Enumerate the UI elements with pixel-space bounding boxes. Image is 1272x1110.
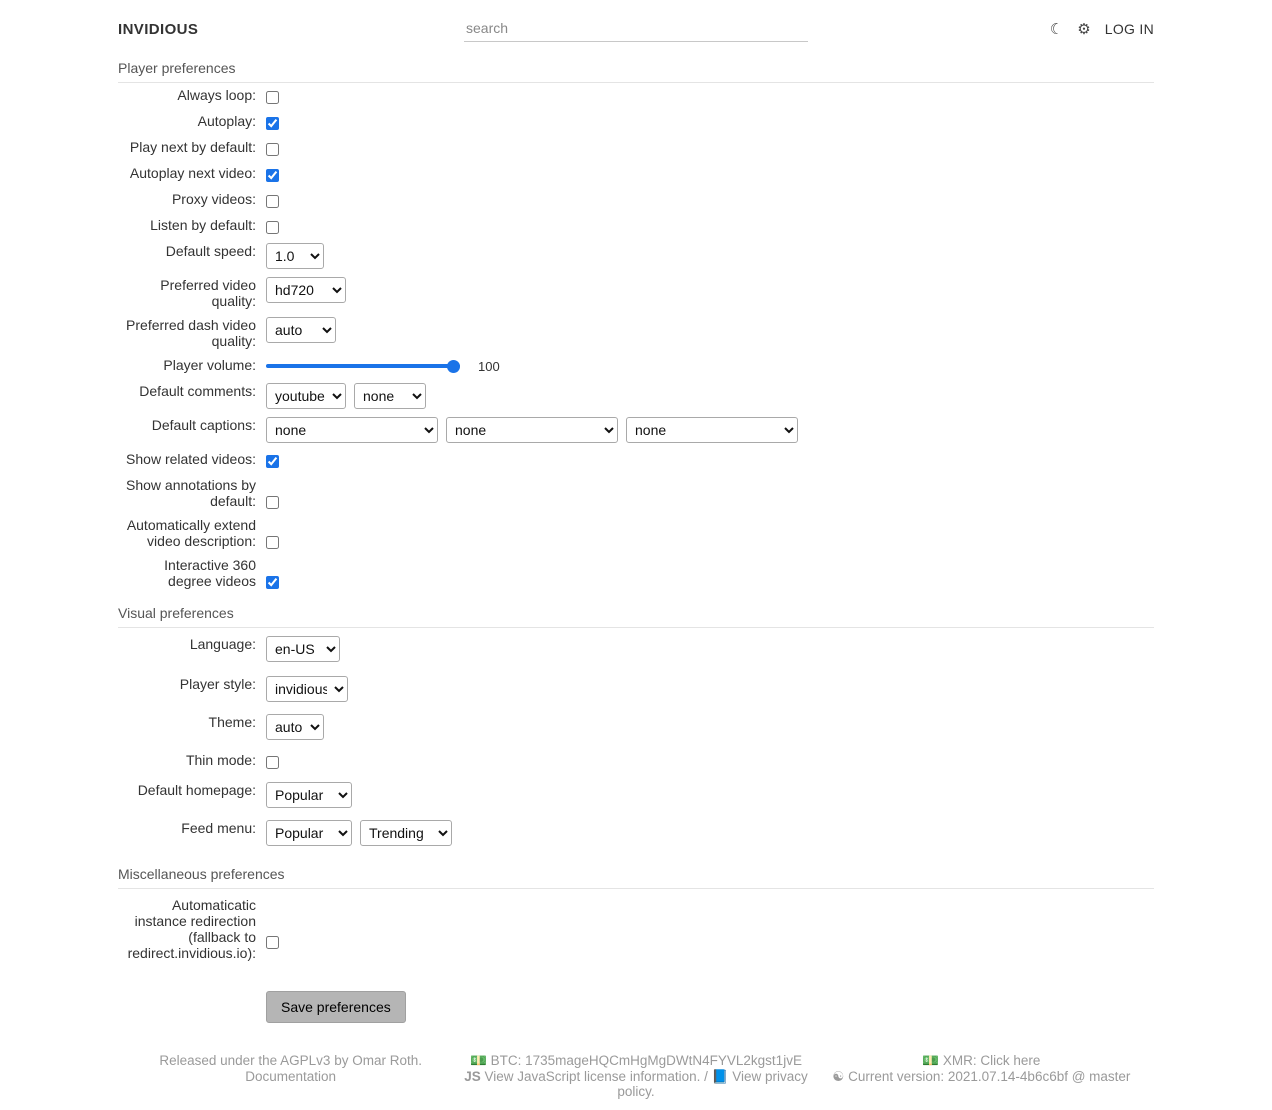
pref-row-interactive-360 bbox=[118, 553, 1154, 593]
search-container bbox=[418, 17, 854, 42]
pref-row-default-homepage bbox=[118, 776, 1154, 814]
label-preferred-dash-quality: Preferred dash video quality: bbox=[126, 317, 256, 349]
label-default-homepage: Default homepage: bbox=[137, 782, 256, 798]
navbar bbox=[0, 0, 1272, 54]
select-preferred-quality[interactable] bbox=[266, 277, 346, 303]
pref-row-proxy-videos bbox=[118, 187, 1154, 213]
moon-icon[interactable]: ☾ bbox=[1049, 20, 1064, 38]
pref-row-theme bbox=[118, 708, 1154, 746]
volume-value: 100 bbox=[478, 358, 500, 374]
pref-row-default-speed bbox=[118, 239, 1154, 273]
save-row bbox=[118, 991, 1154, 1023]
pref-row-always-loop bbox=[118, 83, 1154, 109]
book-icon: 📘 bbox=[711, 1069, 729, 1084]
label-show-related: Show related videos: bbox=[126, 451, 256, 467]
select-default-captions-1[interactable] bbox=[266, 417, 438, 443]
save-spacer bbox=[118, 991, 266, 1023]
select-default-comments-2[interactable] bbox=[354, 383, 426, 409]
section-player-preferences: Player preferences bbox=[118, 60, 1154, 83]
label-default-captions: Default captions: bbox=[151, 417, 256, 433]
pref-row-default-captions bbox=[118, 413, 1154, 447]
checkbox-autoplay-next[interactable] bbox=[266, 169, 279, 182]
label-player-style: Player style: bbox=[179, 676, 256, 692]
gear-icon[interactable]: ⚙ bbox=[1077, 20, 1091, 38]
pref-row-preferred-dash-quality bbox=[118, 313, 1154, 353]
select-preferred-dash-quality[interactable] bbox=[266, 317, 336, 343]
checkbox-show-related[interactable] bbox=[266, 455, 279, 468]
select-default-homepage[interactable] bbox=[266, 782, 352, 808]
save-preferences-button[interactable]: Save preferences bbox=[266, 991, 406, 1023]
label-thin-mode: Thin mode: bbox=[185, 752, 256, 768]
label-play-next: Play next by default: bbox=[129, 139, 256, 155]
checkbox-proxy-videos[interactable] bbox=[266, 195, 279, 208]
checkbox-play-next[interactable] bbox=[266, 143, 279, 156]
navbar-actions bbox=[854, 21, 1154, 37]
footer-version-link[interactable]: Current version: 2021.07.14-4b6c6bf @ master bbox=[848, 1069, 1131, 1084]
select-player-style[interactable] bbox=[266, 676, 348, 702]
footer-version-line bbox=[809, 1069, 1154, 1084]
checkbox-interactive-360[interactable] bbox=[266, 576, 279, 589]
pref-row-language bbox=[118, 628, 1154, 670]
checkbox-autoplay[interactable] bbox=[266, 117, 279, 130]
label-autoplay-next: Autoplay next video: bbox=[129, 165, 256, 181]
label-interactive-360: Interactive 360 degree videos bbox=[164, 557, 256, 589]
footer-left bbox=[118, 1053, 463, 1100]
checkbox-auto-redirect[interactable] bbox=[266, 936, 279, 949]
select-default-captions-2[interactable] bbox=[446, 417, 618, 443]
footer-xmr-line bbox=[809, 1053, 1154, 1068]
pref-row-default-comments bbox=[118, 379, 1154, 413]
label-theme: Theme: bbox=[208, 714, 256, 730]
footer-center bbox=[463, 1053, 808, 1100]
label-default-comments: Default comments: bbox=[139, 383, 256, 399]
select-default-speed[interactable] bbox=[266, 243, 324, 269]
pref-row-extend-description bbox=[118, 513, 1154, 553]
label-show-annotations: Show annotations by default: bbox=[126, 477, 256, 509]
label-volume: Player volume: bbox=[163, 357, 256, 373]
github-icon: ☯ bbox=[832, 1069, 845, 1084]
search-input[interactable] bbox=[464, 17, 808, 42]
footer-right bbox=[809, 1053, 1154, 1100]
pref-row-volume bbox=[118, 353, 1154, 379]
pref-row-play-next bbox=[118, 135, 1154, 161]
label-listen-default: Listen by default: bbox=[150, 217, 256, 233]
select-feed-menu-1[interactable] bbox=[266, 820, 352, 846]
label-auto-redirect: Automaticatic instance redirection (fallback to redirect.invidious.io): bbox=[127, 897, 256, 961]
footer bbox=[0, 1053, 1272, 1110]
label-always-loop: Always loop: bbox=[177, 87, 256, 103]
select-default-captions-3[interactable] bbox=[626, 417, 798, 443]
pref-row-thin-mode bbox=[118, 746, 1154, 776]
checkbox-always-loop[interactable] bbox=[266, 91, 279, 104]
pref-row-show-related bbox=[118, 447, 1154, 473]
slider-player-volume[interactable] bbox=[266, 363, 460, 369]
login-link[interactable]: LOG IN bbox=[1104, 21, 1154, 37]
select-theme[interactable] bbox=[266, 714, 324, 740]
label-preferred-quality: Preferred video quality: bbox=[160, 277, 256, 309]
section-misc-preferences: Miscellaneous preferences bbox=[118, 866, 1154, 889]
pref-row-autoplay bbox=[118, 109, 1154, 135]
checkbox-extend-description[interactable] bbox=[266, 536, 279, 549]
label-default-speed: Default speed: bbox=[165, 243, 256, 259]
player-preferences-list bbox=[118, 83, 1154, 593]
footer-documentation-link[interactable]: Documentation bbox=[245, 1069, 337, 1084]
checkbox-thin-mode[interactable] bbox=[266, 756, 279, 769]
pref-row-player-style bbox=[118, 670, 1154, 708]
pref-row-autoplay-next bbox=[118, 161, 1154, 187]
money-icon: 💵 bbox=[922, 1053, 940, 1068]
footer-separator: / bbox=[704, 1069, 708, 1084]
footer-js-license-link[interactable]: View JavaScript license information. bbox=[484, 1069, 701, 1084]
money-icon: 💵 bbox=[470, 1053, 487, 1068]
select-default-comments-1[interactable] bbox=[266, 383, 346, 409]
pref-row-feed-menu bbox=[118, 814, 1154, 852]
label-proxy-videos: Proxy videos: bbox=[171, 191, 256, 207]
footer-btc-line bbox=[463, 1053, 808, 1068]
label-extend-description: Automatically extend video description: bbox=[126, 517, 256, 549]
select-language[interactable] bbox=[266, 636, 340, 662]
label-feed-menu: Feed menu: bbox=[181, 820, 256, 836]
pref-row-listen-default bbox=[118, 213, 1154, 239]
label-autoplay: Autoplay: bbox=[197, 113, 256, 129]
section-visual-preferences: Visual preferences bbox=[118, 605, 1154, 628]
visual-preferences-list bbox=[118, 628, 1154, 852]
pref-row-show-annotations bbox=[118, 473, 1154, 513]
misc-preferences-list bbox=[118, 889, 1154, 965]
brand-logo[interactable]: INVIDIOUS bbox=[118, 20, 199, 38]
select-feed-menu-2[interactable] bbox=[360, 820, 452, 846]
footer-js-line bbox=[463, 1069, 808, 1099]
footer-privacy-link[interactable]: View privacy policy. bbox=[617, 1069, 808, 1099]
checkbox-show-annotations[interactable] bbox=[266, 496, 279, 509]
footer-license-text: Released under the AGPLv3 by Omar Roth. bbox=[159, 1053, 422, 1068]
footer-btc-text[interactable]: BTC: 1735mageHQCmHgMgDWtN4FYVL2kgst1jvE bbox=[490, 1053, 802, 1068]
pref-row-preferred-quality bbox=[118, 273, 1154, 313]
label-language: Language: bbox=[189, 636, 256, 652]
footer-xmr-link[interactable]: XMR: Click here bbox=[942, 1053, 1041, 1068]
js-icon: JS bbox=[464, 1069, 481, 1084]
checkbox-listen-default[interactable] bbox=[266, 221, 279, 234]
pref-row-auto-redirect bbox=[118, 889, 1154, 965]
